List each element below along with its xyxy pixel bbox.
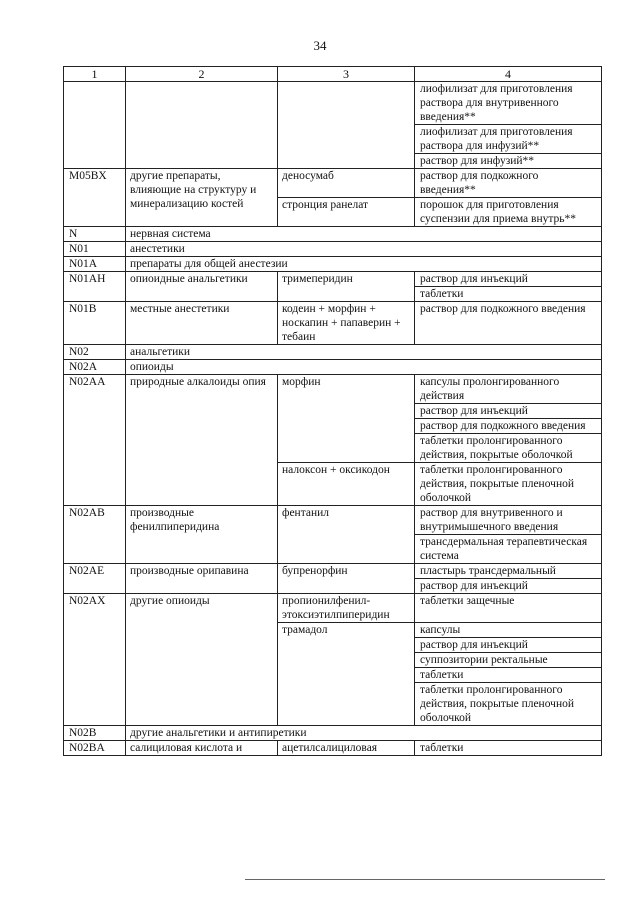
footer-rule bbox=[245, 879, 605, 880]
atc-code: N bbox=[64, 227, 126, 242]
dosage-form: таблетки защечные bbox=[415, 594, 602, 623]
atc-code: N02AB bbox=[64, 506, 126, 564]
dosage-form: раствор для подкожного введения bbox=[415, 302, 602, 345]
section-row bbox=[64, 242, 602, 257]
section-row bbox=[64, 257, 602, 272]
atc-group: производные орипавина bbox=[126, 564, 278, 594]
dosage-form: раствор для инъекций bbox=[415, 579, 602, 594]
atc-code: M05BX bbox=[64, 169, 126, 227]
atc-group: препараты для общей анестезии bbox=[126, 257, 602, 272]
atc-code: N02AE bbox=[64, 564, 126, 594]
atc-code: N02AX bbox=[64, 594, 126, 726]
atc-code: N01A bbox=[64, 257, 126, 272]
section-row bbox=[64, 360, 602, 375]
drug-name: трамадол bbox=[278, 623, 415, 726]
section-row bbox=[64, 726, 602, 741]
atc-code: N02A bbox=[64, 360, 126, 375]
column-header-3: 3 bbox=[278, 67, 415, 82]
dosage-form: таблетки пролонгированного действия, покрытые пленочной оболочкой bbox=[415, 463, 602, 506]
dosage-form: трансдермальная терапевтическая система bbox=[415, 535, 602, 564]
column-header-1: 1 bbox=[64, 67, 126, 82]
dosage-form: таблетки bbox=[415, 287, 602, 302]
atc-code: N01 bbox=[64, 242, 126, 257]
dosage-form: капсулы пролонгированного действия bbox=[415, 375, 602, 404]
drug-name: фентанил bbox=[278, 506, 415, 564]
dosage-form: таблетки пролонгированного действия, покрытые оболочкой bbox=[415, 434, 602, 463]
dosage-form: таблетки bbox=[415, 741, 602, 756]
dosage-form: порошок для приготовления суспензии для приема внутрь** bbox=[415, 198, 602, 227]
drug-name: пропионилфенил-этоксиэтилпиперидин bbox=[278, 594, 415, 623]
table-row bbox=[64, 741, 602, 756]
dosage-form: раствор для инъекций bbox=[415, 404, 602, 419]
drug-name: морфин bbox=[278, 375, 415, 463]
dosage-form: раствор для подкожного введения bbox=[415, 419, 602, 434]
atc-code: N02AA bbox=[64, 375, 126, 506]
dosage-form: лиофилизат для приготовления раствора для внутривенного введения** bbox=[415, 82, 602, 125]
dosage-form: раствор для инфузий** bbox=[415, 154, 602, 169]
atc-code: N01AH bbox=[64, 272, 126, 302]
drug-name: налоксон + оксикодон bbox=[278, 463, 415, 506]
table-row bbox=[64, 82, 602, 125]
atc-group: опиоиды bbox=[126, 360, 602, 375]
atc-group: салициловая кислота и bbox=[126, 741, 278, 756]
dosage-form: капсулы bbox=[415, 623, 602, 638]
atc-code: N02B bbox=[64, 726, 126, 741]
table-row bbox=[64, 506, 602, 535]
drug-name: стронция ранелат bbox=[278, 198, 415, 227]
drug-name: деносумаб bbox=[278, 169, 415, 198]
drug-name: бупренорфин bbox=[278, 564, 415, 594]
dosage-form: суппозитории ректальные bbox=[415, 653, 602, 668]
drug-name: тримеперидин bbox=[278, 272, 415, 302]
atc-group: другие препараты, влияющие на структуру и минерализацию костей bbox=[126, 169, 278, 227]
table-header-row bbox=[64, 67, 602, 82]
atc-group: нервная система bbox=[126, 227, 602, 242]
dosage-form: таблетки пролонгированного действия, покрытые пленочной оболочкой bbox=[415, 683, 602, 726]
dosage-form: пластырь трансдермальный bbox=[415, 564, 602, 579]
column-header-4: 4 bbox=[415, 67, 602, 82]
drug-name: ацетилсалициловая bbox=[278, 741, 415, 756]
atc-code: N01B bbox=[64, 302, 126, 345]
atc-code bbox=[64, 82, 126, 169]
atc-group: природные алкалоиды опия bbox=[126, 375, 278, 506]
dosage-form: раствор для инъекций bbox=[415, 638, 602, 653]
dosage-form: лиофилизат для приготовления раствора для инфузий** bbox=[415, 125, 602, 154]
atc-group: другие анальгетики и антипиретики bbox=[126, 726, 602, 741]
table-row bbox=[64, 375, 602, 404]
atc-code: N02 bbox=[64, 345, 126, 360]
table-row bbox=[64, 302, 602, 345]
drug-name bbox=[278, 82, 415, 169]
dosage-form: раствор для внутривенного и внутримышечного введения bbox=[415, 506, 602, 535]
dosage-form: раствор для инъекций bbox=[415, 272, 602, 287]
atc-group: опиоидные анальгетики bbox=[126, 272, 278, 302]
atc-group: другие опиоиды bbox=[126, 594, 278, 726]
page-number: 34 bbox=[313, 38, 327, 53]
section-row bbox=[64, 227, 602, 242]
atc-code: N02BA bbox=[64, 741, 126, 756]
atc-group: анальгетики bbox=[126, 345, 602, 360]
table-row bbox=[64, 594, 602, 623]
atc-group: местные анестетики bbox=[126, 302, 278, 345]
section-row bbox=[64, 345, 602, 360]
table-row bbox=[64, 272, 602, 287]
table-row bbox=[64, 564, 602, 579]
atc-group: анестетики bbox=[126, 242, 602, 257]
atc-group bbox=[126, 82, 278, 169]
dosage-form: раствор для подкожного введения** bbox=[415, 169, 602, 198]
drug-classification-table bbox=[63, 66, 602, 756]
atc-group: производные фенилпиперидина bbox=[126, 506, 278, 564]
drug-name: кодеин + морфин + носкапин + папаверин + тебаин bbox=[278, 302, 415, 345]
column-header-2: 2 bbox=[126, 67, 278, 82]
table-row bbox=[64, 169, 602, 198]
dosage-form: таблетки bbox=[415, 668, 602, 683]
